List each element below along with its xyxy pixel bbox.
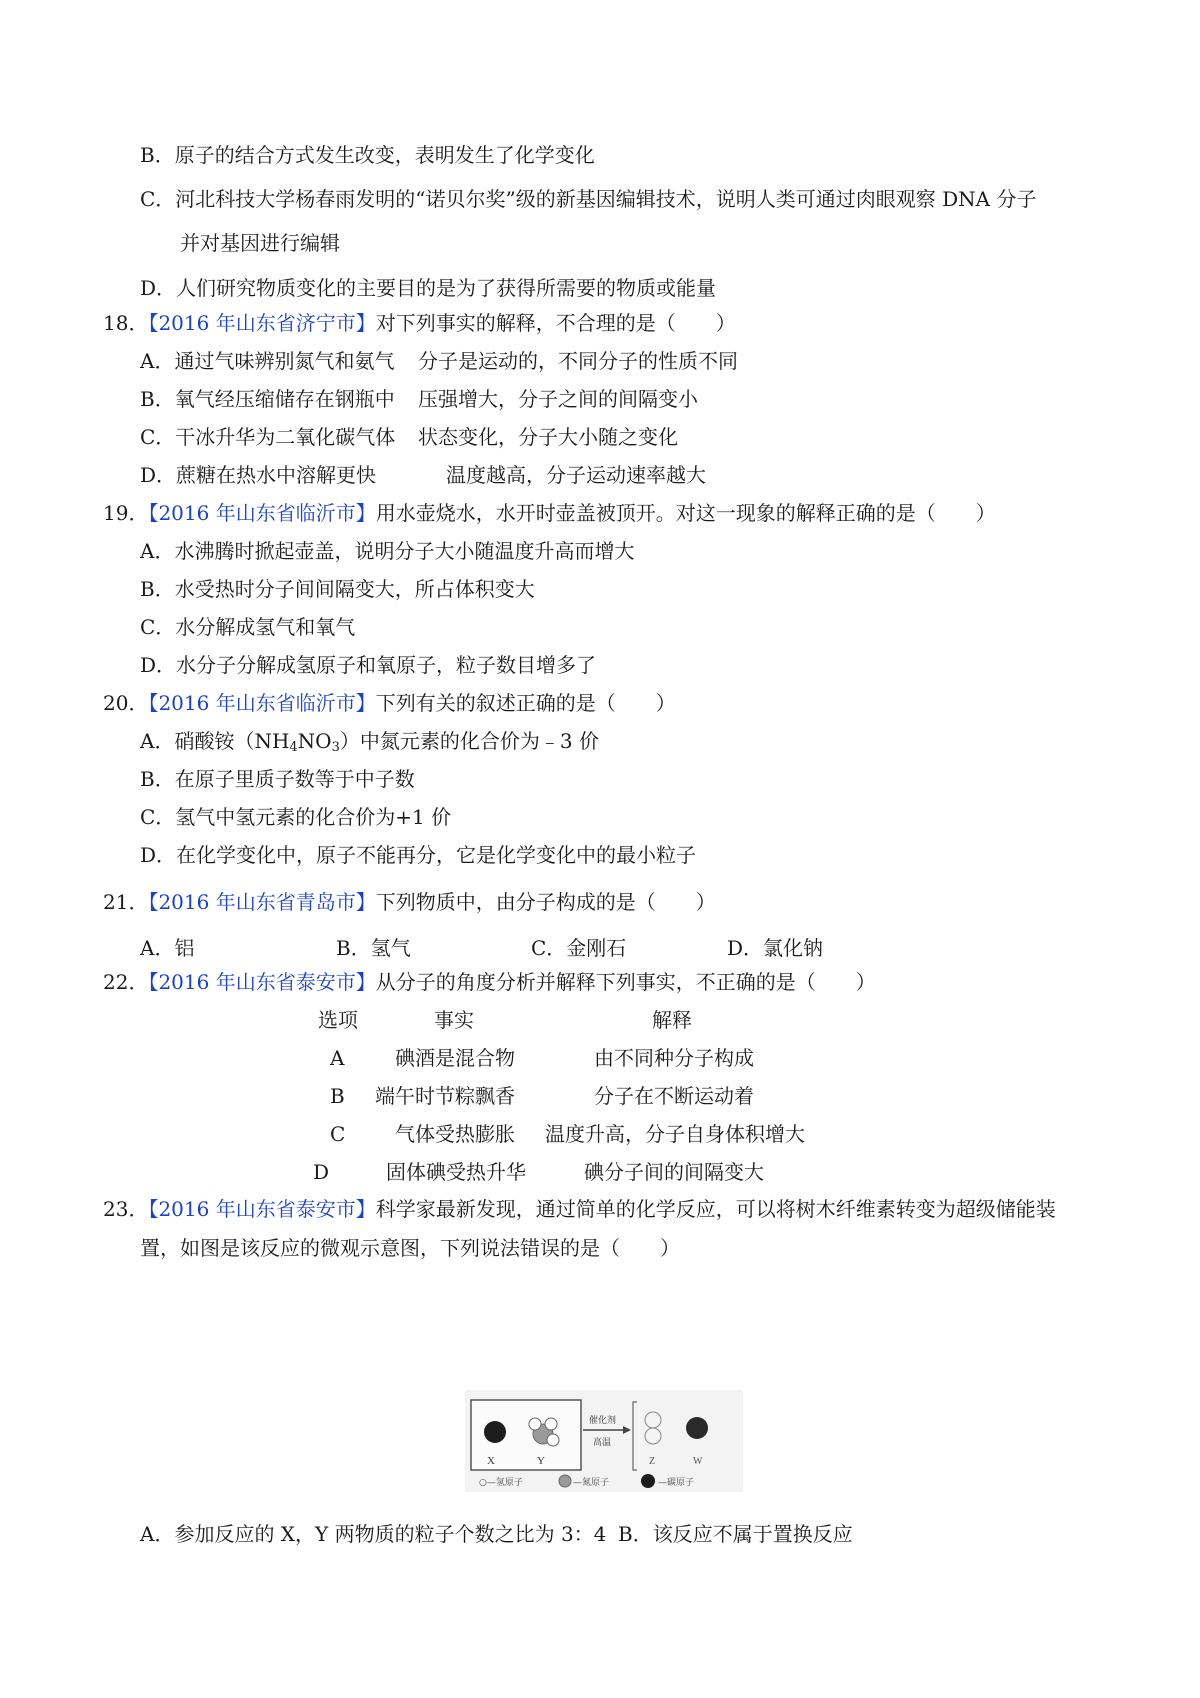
- nitrogen-atom-icon: [645, 1428, 661, 1444]
- reaction-diagram: [465, 1390, 743, 1492]
- label-x: X: [487, 1455, 495, 1467]
- q22-row-d-fact: 固体碘受热升华: [386, 1160, 526, 1184]
- q23-stem-line1: [103, 1195, 1056, 1223]
- question-source: 【2016 年山东省泰安市】: [148, 970, 376, 994]
- option-text: ）中氮元素的化合价为﹣3 价: [339, 729, 599, 753]
- question-source: 【2016 年山东省临沂市】: [148, 501, 376, 525]
- q21-option-b: B．氢气: [336, 936, 411, 960]
- arrow-label-high-temp: 高温: [593, 1438, 612, 1448]
- q20-option-d: D．在化学变化中，原子不能再分，它是化学变化中的最小粒子: [140, 843, 697, 867]
- q17-option-b: B．原子的结合方式发生改变，表明发生了化学变化: [140, 143, 595, 167]
- hydrogen-atom-icon: [529, 1418, 541, 1430]
- q22-header-fact: 事实: [434, 1008, 474, 1032]
- q20-stem: [103, 689, 676, 717]
- q21-stem: [103, 888, 716, 916]
- q22-row-c-reason: 温度升高，分子自身体积增大: [545, 1122, 805, 1146]
- question-number: 20．: [103, 691, 149, 715]
- label-z: Z: [649, 1456, 656, 1467]
- q22-row-c-option: C: [330, 1122, 346, 1146]
- option-text: NO: [297, 729, 332, 753]
- legend-hydrogen: ○—氢原子: [479, 1478, 523, 1488]
- q17-option-d: D．人们研究物质变化的主要目的是为了获得所需要的物质或能量: [140, 276, 717, 300]
- question-text: 对下列事实的解释，不合理的是（ ）: [375, 311, 736, 335]
- q20-option-c: C．氢气中氢元素的化合价为+1 价: [140, 805, 452, 829]
- question-text: 下列有关的叙述正确的是（ ）: [375, 691, 676, 715]
- q22-row-a-fact: 碘酒是混合物: [395, 1046, 515, 1070]
- q18-option-d-reason: 温度越高，分子运动速率越大: [446, 463, 706, 487]
- question-number: 22．: [103, 970, 149, 994]
- legend-nitrogen: —氮原子: [573, 1478, 610, 1488]
- q22-row-d-reason: 碘分子间的间隔变大: [584, 1160, 764, 1184]
- q23-stem-line2: 置，如图是该反应的微观示意图，下列说法错误的是（ ）: [140, 1236, 680, 1260]
- question-source: 【2016 年山东省济宁市】: [148, 311, 376, 335]
- q18-option-b-fact: B．氧气经压缩储存在钢瓶中: [140, 387, 395, 411]
- subscript: 3: [331, 740, 340, 755]
- question-number: 18．: [103, 311, 149, 335]
- question-text: 科学家最新发现，通过简单的化学反应，可以将树木纤维素转变为超级储能装: [375, 1197, 1056, 1221]
- q21-option-a: A．铝: [140, 936, 195, 960]
- q18-option-c-reason: 状态变化，分子大小随之变化: [418, 425, 678, 449]
- q19-option-d: D．水分子分解成氢原子和氧原子，粒子数目增多了: [140, 653, 597, 677]
- q17-option-c-line2: 并对基因进行编辑: [180, 231, 340, 255]
- arrow-label-catalyst: 催化剂: [589, 1416, 617, 1426]
- q18-option-a-fact: A．通过气味辨别氮气和氨气: [140, 349, 395, 373]
- q18-option-b-reason: 压强增大，分子之间的间隔变小: [418, 387, 698, 411]
- q17-option-c-line1: C．河北科技大学杨春雨发明的“诺贝尔奖”级的新基因编辑技术，说明人类可通过肉眼观察 DNA 分子: [140, 187, 1037, 211]
- legend-carbon: —碳原子: [658, 1478, 695, 1488]
- q22-header-option: 选项: [318, 1008, 358, 1032]
- q22-row-b-option: B: [330, 1084, 345, 1108]
- question-number: 19．: [103, 501, 149, 525]
- q18-stem: [103, 309, 736, 337]
- subscript: 4: [289, 740, 298, 755]
- q19-stem: [103, 499, 996, 527]
- question-source: 【2016 年山东省青岛市】: [148, 890, 376, 914]
- carbon-atom-icon: [686, 1417, 708, 1439]
- q22-header-reason: 解释: [652, 1008, 692, 1032]
- q18-option-d-fact: D．蔗糖在热水中溶解更快: [140, 463, 377, 487]
- q22-row-b-fact: 端午时节粽飘香: [375, 1084, 515, 1108]
- nitrogen-atom-icon: [645, 1412, 661, 1428]
- question-source: 【2016 年山东省临沂市】: [148, 691, 376, 715]
- legend-nitrogen-icon: [559, 1475, 571, 1487]
- q23-option-a: A．参加反应的 X，Y 两物质的粒子个数之比为 3：4: [140, 1522, 607, 1546]
- q18-option-a-reason: 分子是运动的，不同分子的性质不同: [418, 349, 738, 373]
- question-text: 从分子的角度分析并解释下列事实，不正确的是（ ）: [375, 970, 876, 994]
- q22-row-c-fact: 气体受热膨胀: [395, 1122, 515, 1146]
- q21-option-c: C．金刚石: [531, 936, 627, 960]
- q19-option-a: A．水沸腾时掀起壶盖，说明分子大小随温度升高而增大: [140, 539, 635, 563]
- q19-option-b: B．水受热时分子间间隔变大，所占体积变大: [140, 577, 535, 601]
- q20-option-a: [140, 727, 599, 755]
- legend-carbon-icon: [641, 1474, 655, 1488]
- question-number: 23．: [103, 1197, 149, 1221]
- q22-row-b-reason: 分子在不断运动着: [594, 1084, 754, 1108]
- q18-option-c-fact: C．干冰升华为二氧化碳气体: [140, 425, 396, 449]
- option-text: A．硝酸铵（NH: [140, 729, 290, 753]
- carbon-atom-icon: [484, 1421, 506, 1443]
- q22-row-d-option: D: [313, 1160, 330, 1184]
- q21-option-d: D．氯化钠: [727, 936, 824, 960]
- question-text: 用水壶烧水，水开时壶盖被顶开。对这一现象的解释正确的是（ ）: [375, 501, 996, 525]
- q22-row-a-option: A: [330, 1046, 345, 1070]
- q22-stem: [103, 968, 876, 996]
- q22-row-a-reason: 由不同种分子构成: [594, 1046, 754, 1070]
- question-source: 【2016 年山东省泰安市】: [148, 1197, 376, 1221]
- q19-option-c: C．水分解成氢气和氧气: [140, 615, 356, 639]
- label-w: W: [693, 1456, 703, 1467]
- question-text: 下列物质中，由分子构成的是（ ）: [375, 890, 716, 914]
- label-y: Y: [537, 1455, 545, 1467]
- hydrogen-atom-icon: [545, 1418, 557, 1430]
- q20-option-b: B．在原子里质子数等于中子数: [140, 767, 415, 791]
- hydrogen-atom-icon: [547, 1434, 559, 1446]
- question-number: 21．: [103, 890, 149, 914]
- q23-option-b: B．该反应不属于置换反应: [618, 1522, 853, 1546]
